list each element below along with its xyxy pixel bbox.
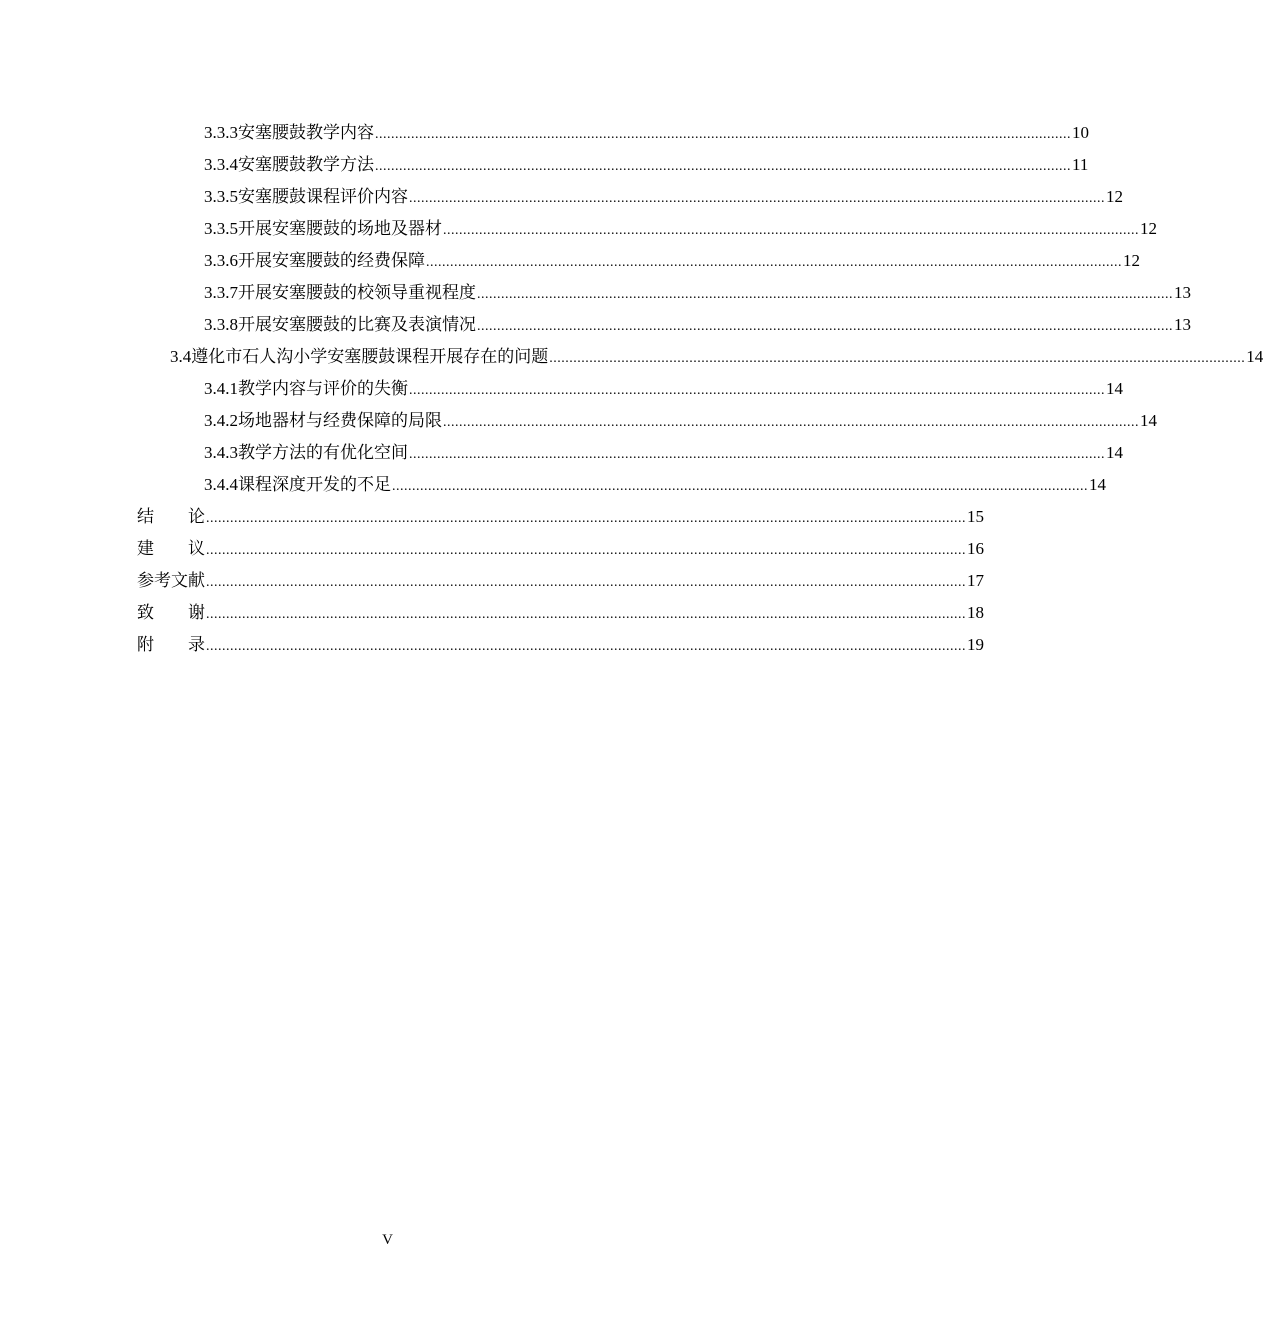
dot-leader: ..............................................................................................................................................................................: [443, 415, 1139, 430]
toc-entry-page: 16: [967, 539, 984, 558]
dot-leader: ..............................................................................................................................................................................................: [206, 543, 966, 558]
toc-entry-title: 建 议: [137, 539, 205, 559]
toc-entry-3-4-3[interactable]: [204, 438, 1123, 468]
toc-entry-page: 19: [967, 635, 984, 654]
toc-entry-3-3-7[interactable]: [204, 278, 1191, 308]
toc-entry-title: 开展安塞腰鼓的比赛及表演情况: [238, 315, 476, 335]
dot-leader: ..............................................................................................................................................................................................: [206, 511, 966, 526]
toc-entry-number: 3.3.5: [204, 187, 238, 206]
toc-entry-page: 10: [1072, 123, 1089, 142]
dot-leader: ..............................................................................................................................................................................: [409, 383, 1105, 398]
toc-entry-title: 教学方法的有优化空间: [238, 443, 408, 463]
toc-entry-acknowledgements[interactable]: [137, 598, 984, 628]
toc-entry-number: 3.4.3: [204, 443, 238, 462]
toc-entry-3-3-5-b[interactable]: [204, 214, 1157, 244]
toc-entry-title: 结 论: [137, 507, 205, 527]
dot-leader: ..............................................................................................................................................................................: [477, 319, 1173, 334]
toc-entry-title: 教学内容与评价的失衡: [238, 379, 408, 399]
toc-entry-3-3-3[interactable]: [204, 118, 1089, 148]
toc-entry-3-3-4[interactable]: [204, 150, 1089, 180]
dot-leader: ..............................................................................................................................................................................: [375, 159, 1071, 174]
toc-entry-page: 15: [967, 507, 984, 526]
dot-leader: ..............................................................................................................................................................................: [375, 127, 1071, 142]
toc-entry-title: 课程深度开发的不足: [238, 475, 391, 495]
dot-leader: ..............................................................................................................................................................................: [409, 447, 1105, 462]
dot-leader: ..............................................................................................................................................................................: [549, 351, 1246, 366]
toc-entry-number: 3.3.6: [204, 251, 238, 270]
toc-entry-conclusion[interactable]: [137, 502, 984, 532]
toc-entry-page: 13: [1174, 283, 1191, 302]
toc-entry-number: 3.4: [170, 347, 192, 366]
toc-entry-page: 13: [1174, 315, 1191, 334]
toc-entry-title: 参考文献: [137, 571, 205, 591]
dot-leader: ..............................................................................................................................................................................: [409, 191, 1105, 206]
toc-entry-page: 12: [1140, 219, 1157, 238]
toc-entry-title: 致 谢: [137, 603, 205, 623]
toc-entry-page: 14: [1089, 475, 1106, 494]
toc-entry-appendix[interactable]: [137, 630, 984, 660]
toc-entry-page: 17: [967, 571, 984, 590]
toc-entry-3-3-5-a[interactable]: [204, 182, 1123, 212]
dot-leader: ..............................................................................................................................................................................: [392, 479, 1088, 494]
toc-entry-title: 开展安塞腰鼓的校领导重视程度: [238, 283, 476, 303]
dot-leader: ..............................................................................................................................................................................................: [206, 639, 966, 654]
toc-entry-3-3-8[interactable]: [204, 310, 1191, 340]
dot-leader: ..............................................................................................................................................................................................: [206, 575, 966, 590]
toc-entry-number: 3.3.3: [204, 123, 238, 142]
toc-entry-page: 12: [1123, 251, 1140, 270]
toc-entry-number: 3.3.5: [204, 219, 238, 238]
toc-entry-suggestions[interactable]: [137, 534, 984, 564]
toc-entry-title: 开展安塞腰鼓的经费保障: [238, 251, 425, 271]
toc-entry-references[interactable]: [137, 566, 984, 596]
toc-entry-3-4-4[interactable]: [204, 470, 1106, 500]
toc-entry-title: 开展安塞腰鼓的场地及器材: [238, 219, 442, 239]
toc-entry-page: 14: [1246, 347, 1263, 366]
toc-entry-number: 3.3.4: [204, 155, 238, 174]
toc-entry-page: 11: [1072, 155, 1089, 174]
dot-leader: ..............................................................................................................................................................................: [477, 287, 1173, 302]
toc-entry-title: 安塞腰鼓教学方法: [238, 155, 374, 175]
toc-entry-3-3-6[interactable]: [204, 246, 1140, 276]
toc-entry-3-4[interactable]: [170, 342, 1263, 372]
toc-entry-title: 场地器材与经费保障的局限: [238, 411, 442, 431]
toc-entry-number: 3.3.7: [204, 283, 238, 302]
toc-entry-page: 18: [967, 603, 984, 622]
dot-leader: ..............................................................................................................................................................................: [443, 223, 1139, 238]
toc-entry-number: 3.4.2: [204, 411, 238, 430]
page-number-footer: V: [382, 1232, 393, 1248]
toc-entry-number: 3.4.4: [204, 475, 238, 494]
dot-leader: ..............................................................................................................................................................................................: [206, 607, 966, 622]
toc-entry-3-4-1[interactable]: [204, 374, 1123, 404]
toc-entry-title: 附 录: [137, 635, 205, 655]
toc-entry-title: 安塞腰鼓教学内容: [238, 123, 374, 143]
toc-entry-page: 14: [1106, 379, 1123, 398]
toc-entry-title: 遵化市石人沟小学安塞腰鼓课程开展存在的问题: [191, 347, 549, 367]
toc-entry-page: 14: [1106, 443, 1123, 462]
toc-entry-3-4-2[interactable]: [204, 406, 1157, 436]
toc-entry-page: 14: [1140, 411, 1157, 430]
toc-entry-number: 3.4.1: [204, 379, 238, 398]
dot-leader: ..............................................................................................................................................................................: [426, 255, 1122, 270]
toc-entry-number: 3.3.8: [204, 315, 238, 334]
toc-entry-title: 安塞腰鼓课程评价内容: [238, 187, 408, 207]
toc-entry-page: 12: [1106, 187, 1123, 206]
